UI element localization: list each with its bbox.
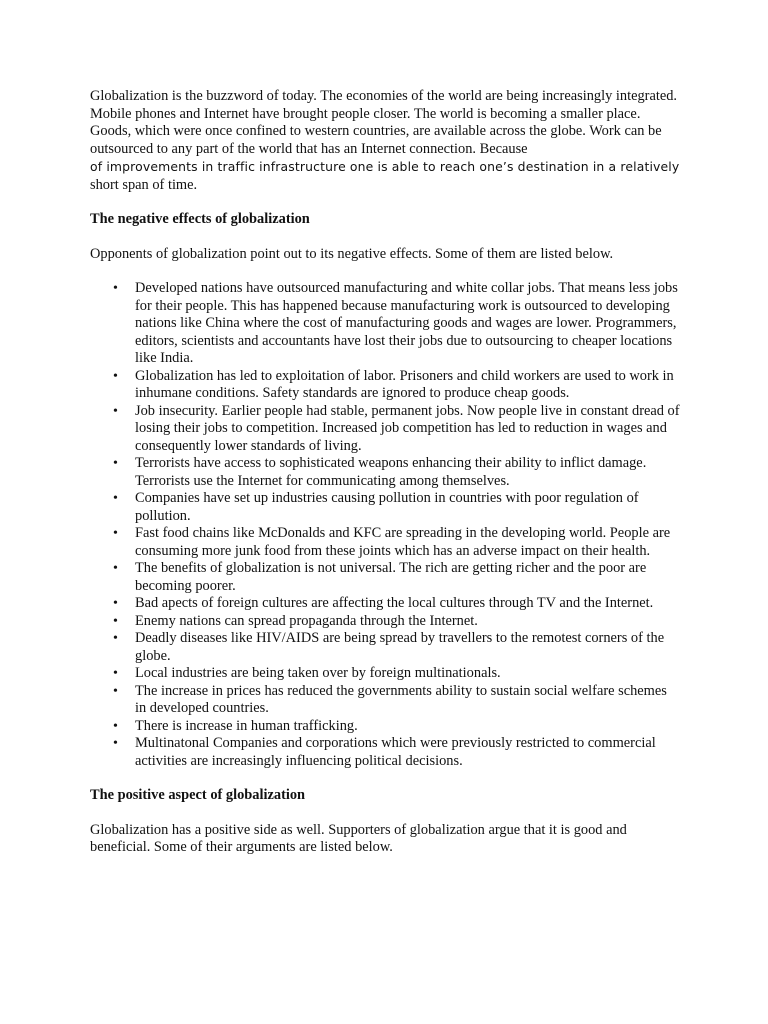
list-item-text: The benefits of globalization is not universal. The rich are getting richer and the poor are becoming poorer. bbox=[135, 560, 647, 594]
list-item bbox=[90, 665, 680, 683]
intro-paragraph bbox=[90, 88, 680, 194]
bullet-icon: • bbox=[113, 613, 118, 629]
list-item-text: Job insecurity. Earlier people had stable, permanent jobs. Now people live in constant dread of losing their jobs to competition. Increased job competition has led to reduction in wages and consequently lower standards of living. bbox=[135, 402, 680, 454]
list-item-text: Terrorists have access to sophisticated weapons enhancing their ability to inflict damage. Terrorists use the Internet for communicating among themselves. bbox=[135, 455, 647, 489]
list-item-text: Local industries are being taken over by foreign multinationals. bbox=[135, 665, 501, 681]
list-item-text: The increase in prices has reduced the governments ability to sustain social welfare schemes in developed countries. bbox=[135, 682, 667, 716]
bullet-icon: • bbox=[113, 281, 118, 296]
list-item bbox=[90, 490, 680, 525]
bullet-icon: • bbox=[113, 403, 118, 419]
list-item-text: There is increase in human trafficking. bbox=[135, 717, 358, 734]
bullet-icon: • bbox=[113, 491, 118, 506]
list-item-text: Bad apects of foreign cultures are affecting the local cultures through TV and the Internet. bbox=[135, 595, 654, 611]
list-item bbox=[90, 455, 680, 490]
list-item-text: Deadly diseases like HIV/AIDS are being spread by travellers to the remotest corners of the globe. bbox=[135, 630, 665, 664]
list-item-text: Developed nations have outsourced manufacturing and white collar jobs. That means less jobs for their people. This has happened because manufacturing work is outsourced to developing nations like China where the cost of manufacturing goods and wages are lower. Programmers, editors, scientists and accountants have lost their jobs due to outsourcing to cheaper locations like India. bbox=[135, 280, 678, 366]
list-item bbox=[90, 368, 680, 403]
negative-effects-list bbox=[90, 280, 680, 770]
list-item bbox=[90, 525, 680, 560]
list-item bbox=[90, 735, 680, 770]
list-item-text: Companies have set up industries causing pollution in countries with poor regulation of pollution. bbox=[135, 490, 639, 524]
negative-effects-lead: Opponents of globalization point out to its negative effects. Some of them are listed below. bbox=[90, 245, 614, 262]
bullet-icon: • bbox=[113, 561, 118, 576]
list-item-text: Enemy nations can spread propaganda through the Internet. bbox=[135, 612, 478, 629]
list-item bbox=[90, 630, 680, 665]
document-body bbox=[90, 88, 680, 857]
list-item bbox=[90, 403, 680, 456]
list-item-text: Fast food chains like McDonalds and KFC are spreading in the developing world. People are consuming more junk food from these joints which has an adverse impact on their health. bbox=[135, 525, 671, 559]
bullet-icon: • bbox=[113, 596, 118, 611]
bullet-icon: • bbox=[113, 718, 118, 734]
bullet-icon: • bbox=[113, 368, 118, 384]
list-item bbox=[90, 560, 680, 595]
bullet-icon: • bbox=[113, 631, 118, 646]
list-item bbox=[90, 683, 680, 718]
positive-aspect-heading: The positive aspect of globalization bbox=[90, 787, 306, 803]
list-item bbox=[90, 595, 680, 613]
bullet-icon: • bbox=[113, 683, 118, 699]
list-item bbox=[90, 613, 680, 631]
intro-text-alt-font: of improvements in traffic infrastructure one is able to reach one’s destination in a relatively bbox=[90, 159, 680, 174]
negative-effects-heading: The negative effects of globalization bbox=[90, 211, 310, 227]
bullet-icon: • bbox=[113, 526, 118, 541]
list-item-text: Multinatonal Companies and corporations which were previously restricted to commercial activities are increasingly influencing political decisions. bbox=[135, 735, 656, 769]
bullet-icon: • bbox=[113, 666, 118, 681]
intro-text-end: short span of time. bbox=[90, 176, 198, 193]
positive-aspect-lead: Globalization has a positive side as well. Supporters of globalization argue that it is good and beneficial. Some of their arguments are listed below. bbox=[90, 821, 627, 855]
bullet-icon: • bbox=[113, 456, 118, 471]
intro-text-main: Globalization is the buzzword of today. The economies of the world are being increasingly integrated. Mobile phones and Internet have brought people closer. The world is becoming a smaller place. Goods, which were once confined to western countries, are available across the globe. Work can be outsourced to any part of the world that has an Internet connection. Because bbox=[90, 88, 678, 157]
bullet-icon: • bbox=[113, 736, 118, 751]
list-item bbox=[90, 718, 680, 736]
list-item-text: Globalization has led to exploitation of labor. Prisoners and child workers are used to work in inhumane conditions. Safety standards are ignored to produce cheap goods. bbox=[135, 367, 674, 401]
list-item bbox=[90, 280, 680, 368]
